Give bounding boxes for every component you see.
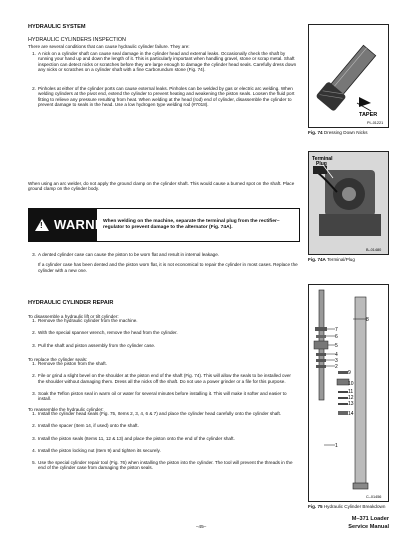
list-item: 3. Soak the Teflon piston seal in warm oil or water for several minutes before installing it. This will make it softer and easier to install. <box>32 390 287 402</box>
footer-manual: Service Manual <box>348 524 389 530</box>
arc-weld-note: When using an arc welder, do not apply the ground clamp on the cylinder shaft. This would cause a burned spot on the shaft. Place ground clamp on the cylinder body. <box>28 181 295 192</box>
page-number: –45– <box>196 524 207 529</box>
part-label: 13 <box>348 401 354 407</box>
part-label: 2 <box>335 364 338 370</box>
reassemble-intro: To reassemble the hydraulic cylinder: <box>28 407 104 412</box>
terminal-label: Terminal <box>312 156 333 162</box>
part-label: 14 <box>348 411 354 417</box>
replace-list <box>28 358 296 401</box>
part-label: 4 <box>335 352 338 358</box>
terminal-plug-photo <box>309 152 388 254</box>
warning-text: When welding on the machine, separate the terminal plug from the rectifier–regulator to prevent damage to the alternator (Fig. 74A). <box>103 219 280 230</box>
part-label: 5 <box>335 343 338 349</box>
figure-74 <box>308 24 389 128</box>
part-label: 3 <box>335 358 338 364</box>
list-item: 1. Install the cylinder head seals (Fig. 75, Items 2, 3, 4, 6 & 7) and place the cylinder head carefully onto the cylinder shaft. <box>32 411 282 416</box>
figure-74a <box>308 151 389 255</box>
figure-74-caption: Fig. 74 Dressing Down Nicks <box>308 130 368 135</box>
figure-74a-caption: Fig. 74A Terminal/Plug <box>308 257 355 262</box>
figure-code: C–01456 <box>366 495 382 499</box>
list-item: 2. Pinholes at either of the cylinder ports can cause external leaks. Pinholes can be welded by gas or electric arc welding. When welding cylinders at the pivot end, extend the cylinder to prevent heating and weakening the piston seals. Loosen the fluid port fitting to relieve any pressure resulting from heat. When welding at the head (rod) end of cylinder, disassemble the cylinder to prevent damage to seals in the head. Use a low hydrogen type welding rod (#7018). <box>32 86 295 107</box>
part-label: 11 <box>348 389 354 395</box>
list-item: 2. With the special spanner wrench, remove the head from the cylinder. <box>32 330 178 336</box>
list-item: 2. Install the spacer (Item 14, if used) onto the shaft. <box>32 423 139 429</box>
intro-text: There are several conditions that can cause hydraulic cylinder failure. They are: <box>28 44 190 49</box>
plug-label: Plug <box>316 161 327 167</box>
figure-75 <box>308 284 389 502</box>
cylinder-breakdown-illustration <box>309 285 388 501</box>
subsection-heading: HYDRAULIC CYLINDERS INSPECTION <box>28 37 126 43</box>
part-label: 10 <box>348 381 354 387</box>
warning-label-area <box>29 209 119 241</box>
list-item: 2. File or grind a slight bevel on the shoulder at the piston end of the shaft (Fig. 74). This will allow the seals to be installed over the shoulder without damaging them. Dress all the nicks off the shaft. Do not use a power grinder or a file for this purpose. <box>32 373 291 384</box>
list-item: 4. Install the piston locking nut (Item 9) and tighten its securely. <box>32 447 161 453</box>
footer-model: M–371 Loader <box>351 516 389 522</box>
inspection-list <box>28 48 298 107</box>
warning-triangle-icon: ! <box>35 219 49 231</box>
part-label: 6 <box>335 334 338 340</box>
list-item: 3. Pull the shaft and piston assembly from the cylinder case. <box>32 342 156 348</box>
reassemble-list <box>28 408 296 471</box>
list-item: 1. A nick on a cylinder shaft can cause seal damage in the cylinder head and external leaks. Occasionally check the shaft by running your hand up and down the length of it. This is particularly important when handling gravel, stone or scrap metal. Shaft inspection can detect nicks or scratches before they are large enough to damage the cylinder head seals. Carefully dress down any nicks or scratches on a cylinder shaft with a fine Carborundum stone (Fig. 74). <box>32 51 297 72</box>
part-label: 1 <box>335 443 338 449</box>
figure-code: PI–01221 <box>367 121 384 125</box>
part-label: 8 <box>366 317 369 323</box>
dressing-nicks-illustration <box>309 25 388 127</box>
disassemble-list <box>28 315 296 348</box>
part-label: 7 <box>335 327 338 333</box>
part-label: 12 <box>348 395 354 401</box>
list-item: 1. Remove the piston from the shaft. <box>32 361 107 366</box>
part-label: 9 <box>348 370 351 376</box>
list-item: 5. Use the special cylinder repair tool (Fig. 76) when installing the piston into the cylinder. The tool will prevent the threads in the end of the cylinder case from damaging the piston seals. <box>32 460 293 471</box>
warning-label: WARNING <box>54 216 119 232</box>
section-heading: HYDRAULIC SYSTEM <box>28 24 86 30</box>
list-item: 3. Install the piston seals (Items 11, 12 & 13) and place the piston onto the end of the cylinder shaft. <box>32 435 235 441</box>
taper-label: TAPER <box>359 112 378 118</box>
disassemble-intro: To disassemble a hydraulic lift or tilt cylinder: <box>28 314 119 319</box>
replace-intro: To replace the cylinder seals: <box>28 357 88 362</box>
figure-code: B–01480 <box>366 248 382 252</box>
list-item: 1. Remove the hydraulic cylinder from the machine. <box>32 318 138 323</box>
repair-heading: HYDRAULIC CYLINDER REPAIR <box>28 300 114 306</box>
item-3: 3. A dented cylinder case can cause the piston to be worn flat and result in internal leakage. If a cylinder case has been dented and the piston worn flat, it is not economical to repair the cylinder in most cases. Replace the cylinder with a new one. <box>32 252 298 273</box>
warning-box <box>28 208 300 242</box>
figure-75-caption: Fig. 75 Hydraulic Cylinder Breakdown <box>308 504 386 509</box>
